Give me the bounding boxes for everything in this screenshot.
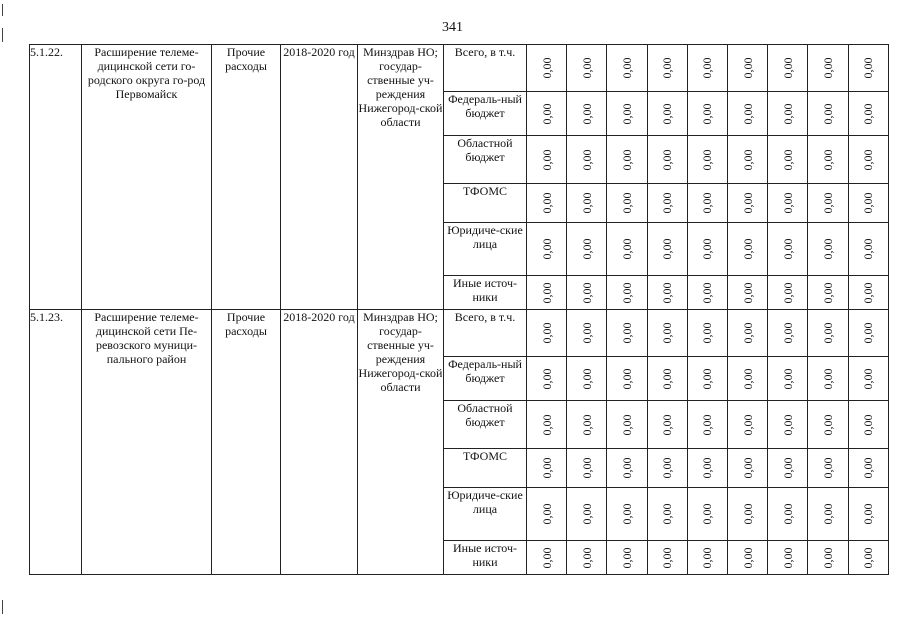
amount-value: 0,00 xyxy=(861,238,876,260)
measure-name: Расширение телеме-дицинской сети Пе-ревозского муници-пального район xyxy=(82,310,212,575)
budget-table xyxy=(29,44,889,575)
amount-cell xyxy=(567,401,607,449)
amount-cell xyxy=(727,310,767,357)
row-number: 5.1.23. xyxy=(30,310,82,575)
amount-value: 0,00 xyxy=(700,503,715,525)
executor: Минздрав НО; государ-ственные уч-реждения Нижегород-ской области xyxy=(358,310,444,575)
amount-cell xyxy=(848,357,888,401)
amount-value: 0,00 xyxy=(700,414,715,435)
amount-cell xyxy=(848,401,888,449)
amount-cell xyxy=(527,223,567,276)
amount-value: 0,00 xyxy=(820,57,835,79)
amount-value: 0,00 xyxy=(740,238,755,260)
amount-value: 0,00 xyxy=(700,547,715,568)
amount-cell xyxy=(808,449,848,488)
funding-source: Юридиче-ские лица xyxy=(444,488,527,541)
amount-value: 0,00 xyxy=(619,103,634,124)
amount-value: 0,00 xyxy=(579,192,594,214)
amount-cell xyxy=(647,276,687,310)
measure-name: Расширение телеме-дицинской сети го-родского округа го-род Первомайск xyxy=(82,45,212,310)
amount-cell xyxy=(527,276,567,310)
amount-cell xyxy=(607,184,647,223)
amount-cell xyxy=(607,488,647,541)
amount-cell xyxy=(647,449,687,488)
amount-value: 0,00 xyxy=(579,103,594,124)
amount-value: 0,00 xyxy=(740,282,755,303)
amount-cell xyxy=(848,136,888,184)
amount-value: 0,00 xyxy=(619,414,634,435)
amount-value: 0,00 xyxy=(740,192,755,214)
amount-cell xyxy=(768,136,808,184)
amount-value: 0,00 xyxy=(539,57,554,79)
amount-value: 0,00 xyxy=(539,368,554,389)
amount-value: 0,00 xyxy=(619,368,634,389)
amount-cell xyxy=(727,401,767,449)
amount-value: 0,00 xyxy=(861,547,876,568)
amount-value: 0,00 xyxy=(740,414,755,435)
amount-value: 0,00 xyxy=(660,414,675,435)
period: 2018-2020 год xyxy=(281,45,358,310)
amount-cell xyxy=(567,488,607,541)
amount-cell xyxy=(607,45,647,92)
amount-value: 0,00 xyxy=(740,103,755,124)
amount-value: 0,00 xyxy=(619,282,634,303)
amount-value: 0,00 xyxy=(820,238,835,260)
amount-cell xyxy=(808,184,848,223)
amount-value: 0,00 xyxy=(861,149,876,170)
amount-cell xyxy=(687,310,727,357)
amount-value: 0,00 xyxy=(740,457,755,479)
amount-value: 0,00 xyxy=(820,322,835,344)
amount-value: 0,00 xyxy=(780,238,795,260)
amount-value: 0,00 xyxy=(700,238,715,260)
amount-cell xyxy=(727,136,767,184)
funding-source: Всего, в т.ч. xyxy=(444,45,527,92)
amount-value: 0,00 xyxy=(619,192,634,214)
amount-cell xyxy=(607,92,647,136)
amount-cell xyxy=(607,223,647,276)
amount-value: 0,00 xyxy=(861,414,876,435)
amount-value: 0,00 xyxy=(861,103,876,124)
amount-value: 0,00 xyxy=(700,457,715,479)
amount-cell xyxy=(848,488,888,541)
amount-value: 0,00 xyxy=(820,103,835,124)
amount-cell xyxy=(808,45,848,92)
amount-value: 0,00 xyxy=(539,322,554,344)
table-row xyxy=(30,45,889,92)
amount-cell xyxy=(768,310,808,357)
funding-source: Федераль-ный бюджет xyxy=(444,357,527,401)
amount-cell xyxy=(527,541,567,575)
amount-cell xyxy=(607,357,647,401)
amount-value: 0,00 xyxy=(619,57,634,79)
amount-value: 0,00 xyxy=(579,414,594,435)
amount-value: 0,00 xyxy=(780,503,795,525)
amount-value: 0,00 xyxy=(700,282,715,303)
amount-value: 0,00 xyxy=(660,103,675,124)
amount-cell xyxy=(727,541,767,575)
amount-value: 0,00 xyxy=(780,57,795,79)
amount-cell xyxy=(687,541,727,575)
amount-value: 0,00 xyxy=(820,149,835,170)
amount-cell xyxy=(687,45,727,92)
amount-cell xyxy=(567,45,607,92)
amount-value: 0,00 xyxy=(579,547,594,568)
amount-cell xyxy=(768,92,808,136)
amount-cell xyxy=(567,357,607,401)
amount-value: 0,00 xyxy=(780,414,795,435)
amount-cell xyxy=(848,310,888,357)
amount-value: 0,00 xyxy=(539,192,554,214)
amount-cell xyxy=(647,488,687,541)
amount-cell xyxy=(687,184,727,223)
amount-value: 0,00 xyxy=(579,368,594,389)
expense-type: Прочие расходы xyxy=(212,310,281,575)
amount-value: 0,00 xyxy=(820,368,835,389)
amount-cell xyxy=(647,45,687,92)
amount-cell xyxy=(848,223,888,276)
amount-cell xyxy=(727,92,767,136)
amount-cell xyxy=(527,184,567,223)
amount-cell xyxy=(768,541,808,575)
amount-cell xyxy=(687,92,727,136)
amount-value: 0,00 xyxy=(619,149,634,170)
amount-cell xyxy=(567,276,607,310)
amount-value: 0,00 xyxy=(660,503,675,525)
amount-value: 0,00 xyxy=(660,238,675,260)
amount-value: 0,00 xyxy=(861,192,876,214)
amount-cell xyxy=(768,401,808,449)
amount-value: 0,00 xyxy=(539,103,554,124)
funding-source: Областной бюджет xyxy=(444,136,527,184)
amount-cell xyxy=(768,223,808,276)
amount-cell xyxy=(808,223,848,276)
amount-value: 0,00 xyxy=(579,149,594,170)
amount-cell xyxy=(687,488,727,541)
amount-cell xyxy=(808,92,848,136)
amount-value: 0,00 xyxy=(740,368,755,389)
amount-cell xyxy=(727,45,767,92)
amount-cell xyxy=(567,449,607,488)
amount-value: 0,00 xyxy=(861,368,876,389)
funding-source: Юридиче-ские лица xyxy=(444,223,527,276)
row-number: 5.1.22. xyxy=(30,45,82,310)
amount-value: 0,00 xyxy=(660,457,675,479)
amount-cell xyxy=(727,184,767,223)
amount-value: 0,00 xyxy=(780,149,795,170)
amount-cell xyxy=(607,449,647,488)
amount-cell xyxy=(647,310,687,357)
amount-cell xyxy=(647,541,687,575)
amount-cell xyxy=(607,541,647,575)
amount-cell xyxy=(768,488,808,541)
amount-cell xyxy=(727,223,767,276)
funding-source: Иные источ-ники xyxy=(444,276,527,310)
amount-value: 0,00 xyxy=(820,414,835,435)
amount-value: 0,00 xyxy=(780,192,795,214)
amount-value: 0,00 xyxy=(700,57,715,79)
margin-mark xyxy=(2,28,3,42)
amount-cell xyxy=(808,488,848,541)
amount-cell xyxy=(607,276,647,310)
amount-cell xyxy=(687,136,727,184)
amount-cell xyxy=(848,184,888,223)
amount-value: 0,00 xyxy=(619,322,634,344)
funding-source: Иные источ-ники xyxy=(444,541,527,575)
amount-cell xyxy=(848,45,888,92)
amount-cell xyxy=(727,357,767,401)
amount-value: 0,00 xyxy=(579,322,594,344)
amount-value: 0,00 xyxy=(780,282,795,303)
amount-cell xyxy=(808,541,848,575)
amount-value: 0,00 xyxy=(861,503,876,525)
table-body xyxy=(30,45,889,575)
amount-value: 0,00 xyxy=(740,503,755,525)
amount-cell xyxy=(687,357,727,401)
funding-source: ТФОМС xyxy=(444,184,527,223)
amount-value: 0,00 xyxy=(660,322,675,344)
amount-value: 0,00 xyxy=(700,322,715,344)
amount-value: 0,00 xyxy=(820,282,835,303)
amount-value: 0,00 xyxy=(619,503,634,525)
amount-value: 0,00 xyxy=(780,368,795,389)
amount-value: 0,00 xyxy=(700,192,715,214)
amount-value: 0,00 xyxy=(740,322,755,344)
amount-value: 0,00 xyxy=(660,57,675,79)
amount-cell xyxy=(808,276,848,310)
amount-cell xyxy=(607,136,647,184)
amount-cell xyxy=(527,357,567,401)
amount-cell xyxy=(727,276,767,310)
amount-cell xyxy=(607,310,647,357)
amount-cell xyxy=(768,449,808,488)
amount-cell xyxy=(567,310,607,357)
amount-cell xyxy=(567,184,607,223)
amount-value: 0,00 xyxy=(619,457,634,479)
amount-cell xyxy=(647,357,687,401)
amount-value: 0,00 xyxy=(539,149,554,170)
page-number: 341 xyxy=(442,20,463,35)
amount-value: 0,00 xyxy=(660,192,675,214)
amount-cell xyxy=(687,223,727,276)
period: 2018-2020 год xyxy=(281,310,358,575)
amount-value: 0,00 xyxy=(740,547,755,568)
amount-value: 0,00 xyxy=(619,547,634,568)
amount-value: 0,00 xyxy=(539,503,554,525)
amount-value: 0,00 xyxy=(820,192,835,214)
amount-value: 0,00 xyxy=(660,547,675,568)
margin-mark xyxy=(2,600,3,614)
amount-value: 0,00 xyxy=(579,238,594,260)
margin-mark xyxy=(2,4,3,16)
amount-cell xyxy=(527,401,567,449)
amount-value: 0,00 xyxy=(820,457,835,479)
amount-cell xyxy=(768,45,808,92)
amount-value: 0,00 xyxy=(861,457,876,479)
amount-value: 0,00 xyxy=(861,57,876,79)
amount-cell xyxy=(848,276,888,310)
amount-value: 0,00 xyxy=(700,149,715,170)
amount-cell xyxy=(647,401,687,449)
amount-value: 0,00 xyxy=(780,322,795,344)
amount-cell xyxy=(607,401,647,449)
amount-cell xyxy=(647,184,687,223)
amount-cell xyxy=(567,223,607,276)
amount-cell xyxy=(527,310,567,357)
amount-value: 0,00 xyxy=(740,149,755,170)
amount-cell xyxy=(808,310,848,357)
amount-cell xyxy=(567,541,607,575)
amount-cell xyxy=(647,92,687,136)
amount-cell xyxy=(808,136,848,184)
amount-value: 0,00 xyxy=(579,57,594,79)
amount-value: 0,00 xyxy=(539,414,554,435)
amount-cell xyxy=(567,136,607,184)
amount-cell xyxy=(527,488,567,541)
amount-value: 0,00 xyxy=(820,503,835,525)
amount-value: 0,00 xyxy=(539,238,554,260)
amount-value: 0,00 xyxy=(579,457,594,479)
table-row xyxy=(30,310,889,357)
amount-value: 0,00 xyxy=(740,57,755,79)
expense-type: Прочие расходы xyxy=(212,45,281,310)
amount-value: 0,00 xyxy=(619,238,634,260)
amount-value: 0,00 xyxy=(539,547,554,568)
amount-cell xyxy=(527,136,567,184)
amount-value: 0,00 xyxy=(539,282,554,303)
amount-cell xyxy=(848,92,888,136)
amount-value: 0,00 xyxy=(660,149,675,170)
amount-value: 0,00 xyxy=(700,368,715,389)
amount-cell xyxy=(727,449,767,488)
funding-source: Всего, в т.ч. xyxy=(444,310,527,357)
amount-cell xyxy=(527,449,567,488)
amount-value: 0,00 xyxy=(700,103,715,124)
amount-value: 0,00 xyxy=(539,457,554,479)
amount-cell xyxy=(848,449,888,488)
amount-value: 0,00 xyxy=(861,282,876,303)
amount-cell xyxy=(527,45,567,92)
amount-cell xyxy=(567,92,607,136)
funding-source: ТФОМС xyxy=(444,449,527,488)
amount-cell xyxy=(768,357,808,401)
amount-cell xyxy=(768,184,808,223)
amount-value: 0,00 xyxy=(861,322,876,344)
executor: Минздрав НО; государ-ственные уч-реждения Нижегород-ской области xyxy=(358,45,444,310)
amount-cell xyxy=(527,92,567,136)
amount-cell xyxy=(808,401,848,449)
amount-cell xyxy=(687,401,727,449)
amount-value: 0,00 xyxy=(820,547,835,568)
amount-cell xyxy=(687,449,727,488)
amount-cell xyxy=(647,223,687,276)
amount-cell xyxy=(848,541,888,575)
amount-value: 0,00 xyxy=(660,368,675,389)
amount-cell xyxy=(727,488,767,541)
amount-value: 0,00 xyxy=(780,457,795,479)
amount-cell xyxy=(647,136,687,184)
amount-value: 0,00 xyxy=(780,547,795,568)
amount-cell xyxy=(808,357,848,401)
funding-source: Областной бюджет xyxy=(444,401,527,449)
amount-cell xyxy=(768,276,808,310)
amount-value: 0,00 xyxy=(780,103,795,124)
funding-source: Федераль-ный бюджет xyxy=(444,92,527,136)
amount-value: 0,00 xyxy=(579,503,594,525)
amount-value: 0,00 xyxy=(660,282,675,303)
amount-cell xyxy=(687,276,727,310)
amount-value: 0,00 xyxy=(579,282,594,303)
